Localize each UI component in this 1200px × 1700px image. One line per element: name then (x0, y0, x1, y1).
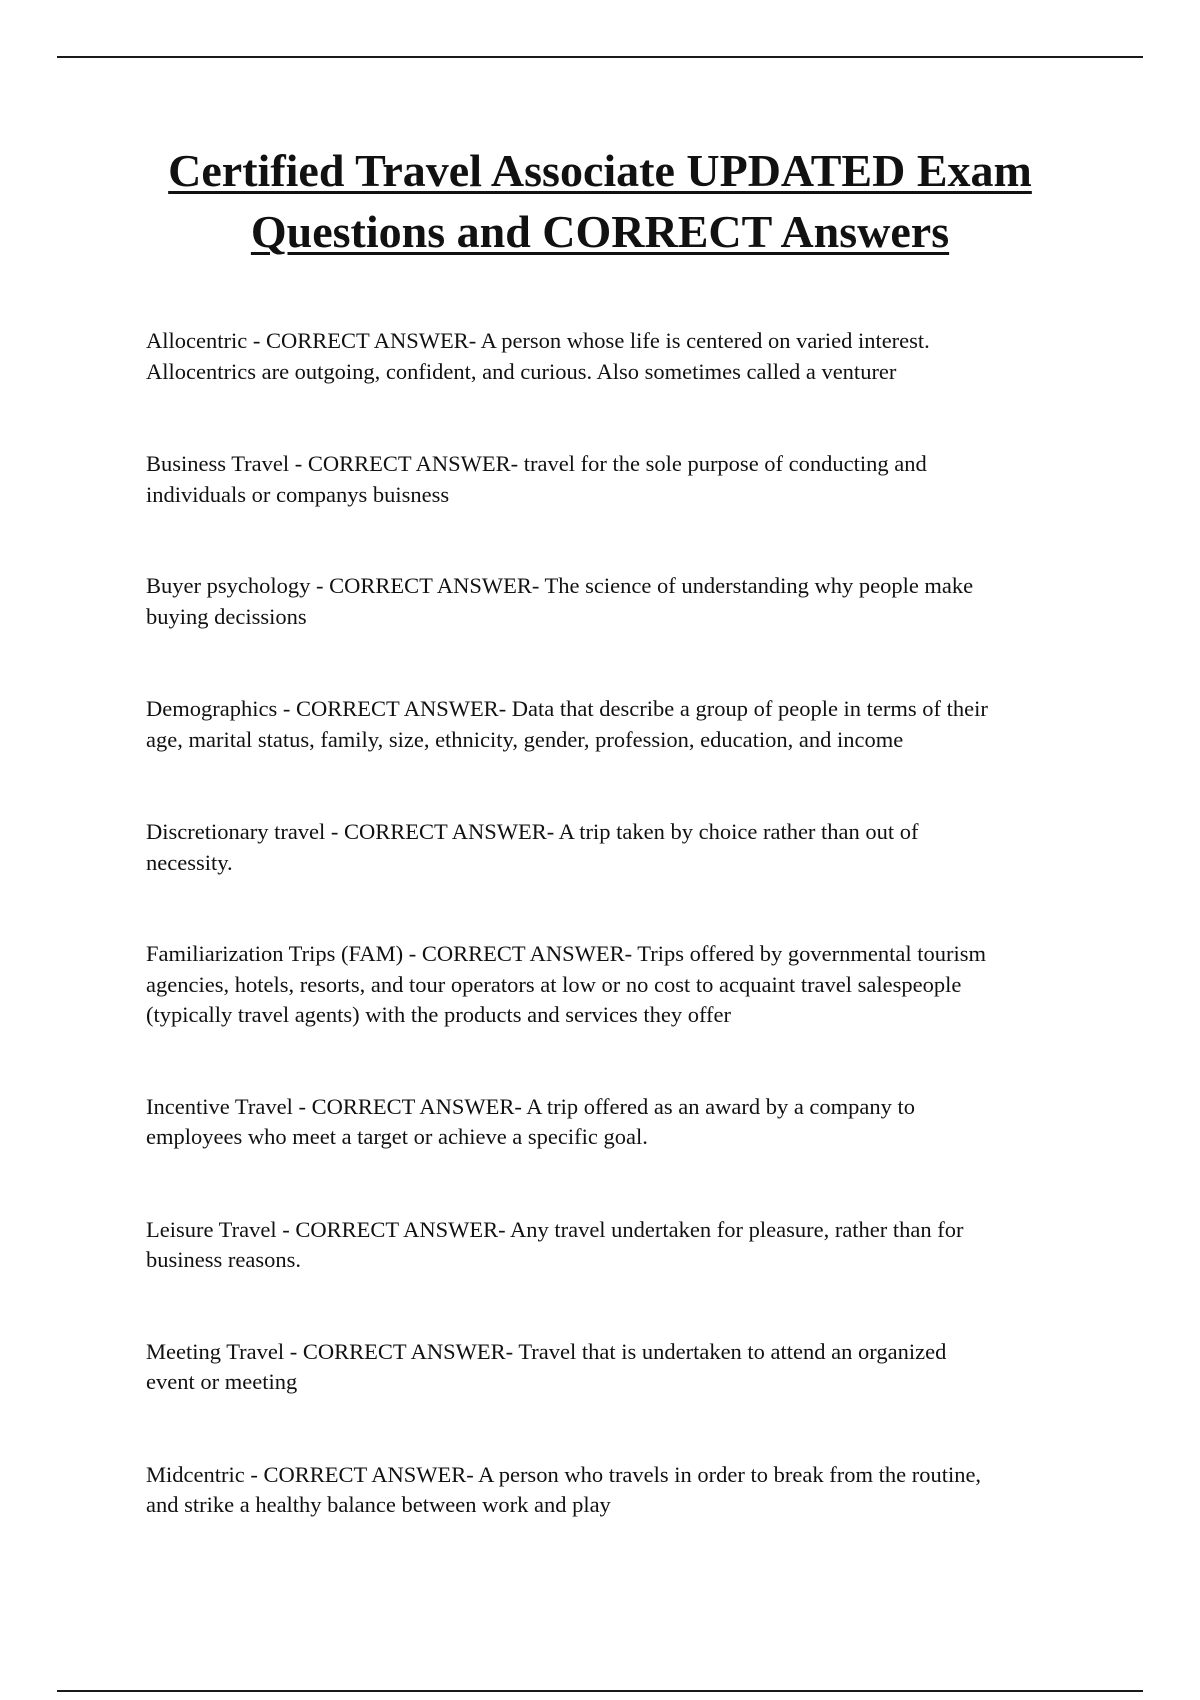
entry-line: agencies, hotels, resorts, and tour operators at low or no cost to acquaint travel salespeople (146, 971, 962, 997)
title-line-1: Certified Travel Associate UPDATED Exam (168, 145, 1032, 196)
qa-entry (146, 1092, 1076, 1153)
entry-line: Midcentric - CORRECT ANSWER- A person who travels in order to break from the routine, (146, 1461, 982, 1487)
entry-line: buying decissions (146, 603, 307, 629)
qa-entry (146, 449, 1076, 510)
entry-line: Business Travel - CORRECT ANSWER- travel for the sole purpose of conducting and (146, 451, 927, 476)
qa-entry (146, 1215, 1076, 1276)
entry-line: (typically travel agents) with the products and services they offer (146, 1002, 732, 1027)
qa-entry (146, 326, 1076, 387)
title-line-2: Questions and CORRECT Answers (250, 206, 950, 257)
entry-line: event or meeting (146, 1369, 298, 1394)
qa-entry (146, 939, 1076, 1031)
entry-line: individuals or companys buisness (146, 481, 450, 507)
qa-entry (146, 694, 1076, 755)
entry-line: Discretionary travel - CORRECT ANSWER- A trip taken by choice rather than out of (146, 819, 919, 844)
entry-line: Familiarization Trips (FAM) - CORRECT ANSWER- Trips offered by governmental tourism (146, 941, 986, 966)
bottom-divider (57, 1690, 1143, 1692)
entry-line: employees who meet a target or achieve a specific goal. (146, 1124, 648, 1149)
entry-line: and strike a healthy balance between work and play (146, 1492, 611, 1517)
page-title (100, 140, 1100, 262)
qa-entry (146, 1460, 1076, 1521)
entry-line: age, marital status, family, size, ethnicity, gender, profession, education, and income (146, 726, 904, 752)
entry-line: Buyer psychology - CORRECT ANSWER- The science of understanding why people make (146, 573, 974, 598)
qa-entry (146, 817, 1076, 878)
entry-line: Demographics - CORRECT ANSWER- Data that describe a group of people in terms of their (146, 696, 988, 721)
qa-entry-list (146, 326, 1076, 1521)
entry-line: Incentive Travel - CORRECT ANSWER- A trip offered as an award by a company to (146, 1093, 916, 1119)
entry-line: Meeting Travel - CORRECT ANSWER- Travel that is undertaken to attend an organized (146, 1338, 947, 1364)
entry-line: necessity. (146, 849, 233, 875)
entry-line: business reasons. (146, 1247, 301, 1272)
entry-line: Allocentrics are outgoing, confident, and curious. Also sometimes called a venturer (146, 358, 897, 384)
qa-entry (146, 1337, 1076, 1398)
qa-entry (146, 571, 1076, 632)
entry-line: Leisure Travel - CORRECT ANSWER- Any travel undertaken for pleasure, rather than for (146, 1216, 964, 1242)
entry-line: Allocentric - CORRECT ANSWER- A person whose life is centered on varied interest. (146, 328, 930, 353)
top-divider (57, 56, 1143, 58)
